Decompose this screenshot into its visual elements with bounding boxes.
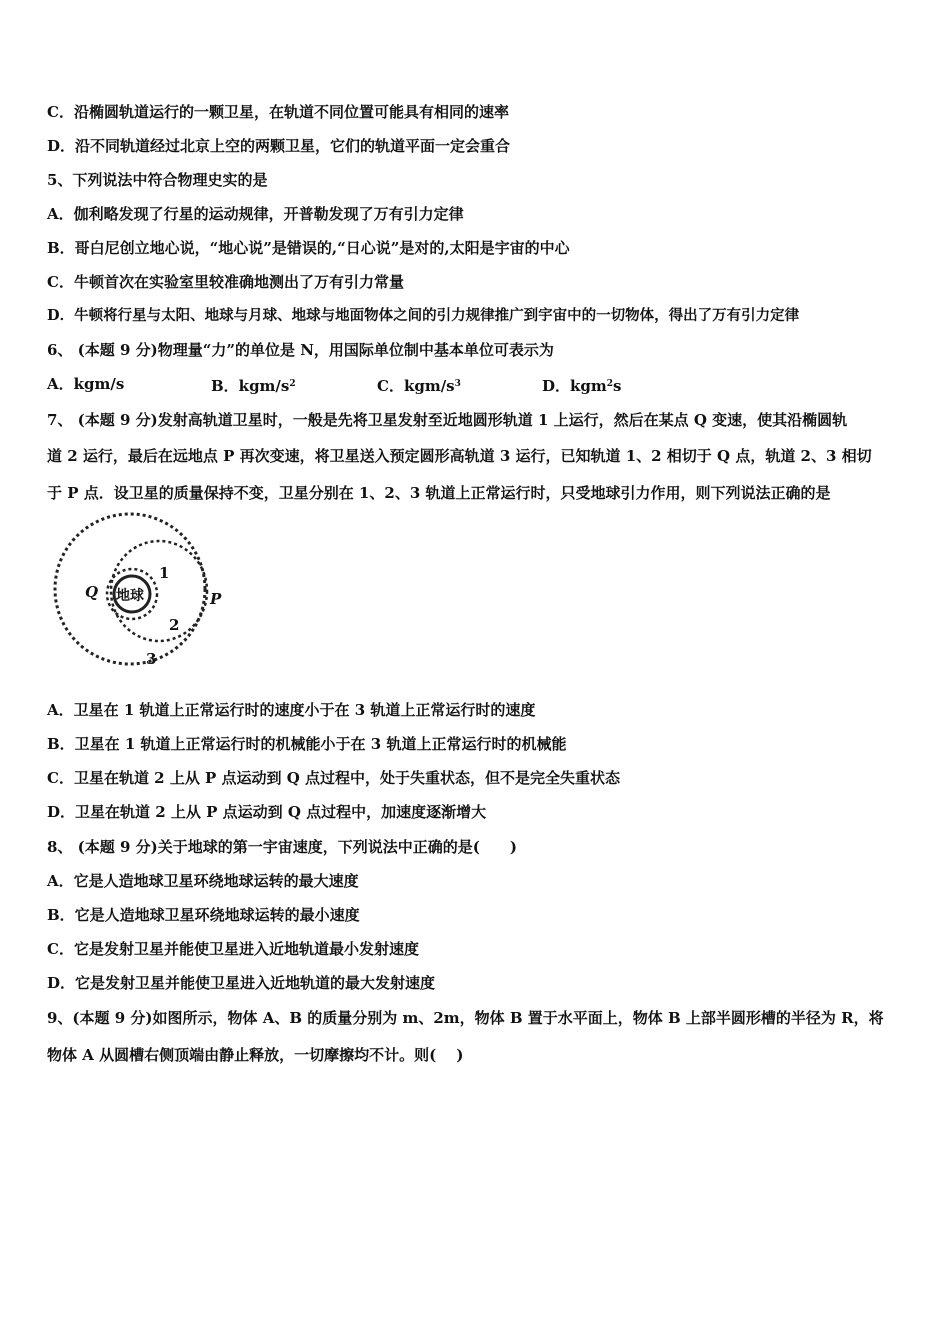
q8-stem: 8、 (本题 9 分)关于地球的第一宇宙速度，下列说法中正确的是( ) bbox=[47, 838, 517, 856]
label-p: P bbox=[210, 590, 222, 608]
q8-option-a: A．它是人造地球卫星环绕地球运转的最大速度 bbox=[47, 872, 359, 890]
q7-option-b: B．卫星在 1 轨道上正常运行时的机械能小于在 3 轨道上正常运行时的机械能 bbox=[47, 735, 567, 753]
q9-stem-line-1: 9、(本题 9 分)如图所示，物体 A、B 的质量分别为 m、2m，物体 B 置于水平面上，物体 B 上部半圆形槽的半径为 R，将 bbox=[47, 1009, 884, 1027]
q4-option-c: C．沿椭圆轨道运行的一颗卫星，在轨道不同位置可能具有相同的速率 bbox=[47, 103, 509, 121]
q8-option-b: B．它是人造地球卫星环绕地球运转的最小速度 bbox=[47, 906, 360, 924]
q7-option-d: D．卫星在轨道 2 上从 P 点运动到 Q 点过程中，加速度逐渐增大 bbox=[47, 803, 487, 821]
q7-stem-line-3: 于 P 点．设卫星的质量保持不变，卫星分别在 1、2、3 轨道上正常运行时，只受地球引力作用，则下列说法正确的是 bbox=[47, 484, 831, 502]
label-1: 1 bbox=[159, 564, 170, 582]
q7-stem-line-2: 道 2 运行，最后在远地点 P 再次变速，将卫星送入预定圆形高轨道 3 运行，已知轨道 1、2 相切于 Q 点，轨道 2、3 相切 bbox=[47, 447, 872, 465]
q6-option-b: B．kgm/$s^2$ bbox=[211, 377, 296, 395]
q6-option-d: D．kgm$^2$s bbox=[542, 377, 622, 395]
q7-option-a: A．卫星在 1 轨道上正常运行时的速度小于在 3 轨道上正常运行时的速度 bbox=[47, 701, 536, 719]
q6-option-c: C．kgm/$s^3$ bbox=[377, 377, 461, 395]
q6-option-a: A．kgm/s bbox=[47, 375, 125, 393]
q5-option-d: D．牛顿将行星与太阳、地球与月球、地球与地面物体之间的引力规律推广到宇宙中的一切物体，得出了万有引力定律 bbox=[47, 307, 800, 324]
q7-option-c: C．卫星在轨道 2 上从 P 点运动到 Q 点过程中，处于失重状态，但不是完全失重状态 bbox=[47, 769, 621, 787]
q5-stem: 5、下列说法中符合物理史实的是 bbox=[47, 171, 268, 189]
orbit-diagram bbox=[48, 512, 228, 672]
label-3: 3 bbox=[146, 650, 157, 668]
q5-option-b: B．哥白尼创立地心说，“地心说”是错误的,“日心说”是对的,太阳是宇宙的中心 bbox=[47, 239, 570, 257]
q5-option-a: A．伽利略发现了行星的运动规律，开普勒发现了万有引力定律 bbox=[47, 205, 464, 223]
q6-stem: 6、 (本题 9 分)物理量“力”的单位是 N，用国际单位制中基本单位可表示为 bbox=[47, 341, 554, 359]
earth-label: 地球 bbox=[116, 588, 144, 604]
label-q: Q bbox=[85, 583, 99, 601]
q9-stem-line-2: 物体 A 从圆槽右侧顶端由静止释放，一切摩擦均不计。则( ) bbox=[47, 1046, 464, 1064]
q4-option-d: D．沿不同轨道经过北京上空的两颗卫星，它们的轨道平面一定会重合 bbox=[47, 137, 511, 155]
q8-option-d: D．它是发射卫星并能使卫星进入近地轨道的最大发射速度 bbox=[47, 974, 436, 992]
q8-option-c: C．它是发射卫星并能使卫星进入近地轨道最小发射速度 bbox=[47, 940, 419, 958]
label-2: 2 bbox=[169, 616, 180, 634]
q5-option-c: C．牛顿首次在实验室里较准确地测出了万有引力常量 bbox=[47, 273, 404, 291]
q7-stem-line-1: 7、 (本题 9 分)发射高轨道卫星时，一般是先将卫星发射至近地圆形轨道 1 上运行，然后在某点 Q 变速，使其沿椭圆轨 bbox=[47, 411, 848, 429]
